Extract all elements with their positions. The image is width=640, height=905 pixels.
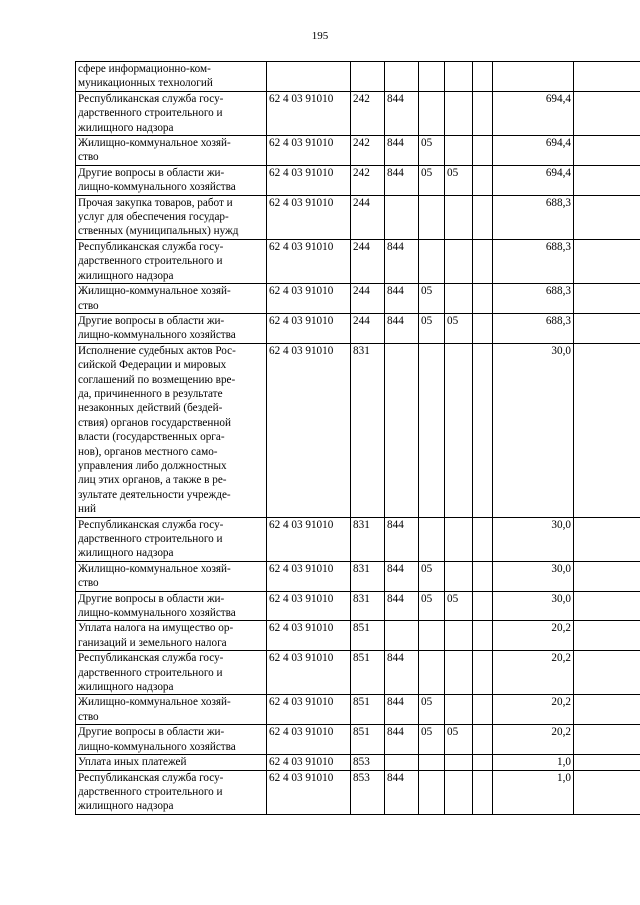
- cell-empty: [473, 313, 493, 343]
- cell-empty: [574, 517, 640, 561]
- name-line: ственных (муниципальных) нужд: [78, 225, 239, 238]
- name-line: дарственного строительного и: [78, 107, 223, 120]
- cell-subsection: [445, 343, 473, 517]
- cell-name: [76, 62, 267, 92]
- cell-expense-type: 831: [351, 517, 385, 561]
- cell-target-code: 62 4 03 91010: [267, 725, 351, 755]
- cell-expense-type: 851: [351, 725, 385, 755]
- cell-amount: 30,0: [493, 591, 574, 621]
- name-line: нов), органов местного само-: [78, 445, 218, 458]
- cell-name: [76, 195, 267, 239]
- name-line: ствия) органов государственной: [78, 416, 231, 429]
- cell-empty: [473, 195, 493, 239]
- name-line: зультате деятельности учрежде-: [78, 488, 231, 501]
- cell-target-code: 62 4 03 91010: [267, 517, 351, 561]
- name-line: Исполнение судебных актов Рос-: [78, 344, 236, 357]
- name-line: лищно-коммунального хозяйства: [78, 740, 236, 753]
- cell-expense-type: 244: [351, 313, 385, 343]
- cell-amount: 694,4: [493, 165, 574, 195]
- cell-department: 844: [385, 284, 419, 314]
- cell-target-code: 62 4 03 91010: [267, 239, 351, 283]
- cell-empty: [473, 136, 493, 166]
- cell-target-code: 62 4 03 91010: [267, 561, 351, 591]
- cell-expense-type: 831: [351, 591, 385, 621]
- table-row: [76, 561, 640, 591]
- cell-department: [385, 62, 419, 92]
- cell-target-code: 62 4 03 91010: [267, 770, 351, 814]
- cell-amount: 694,4: [493, 136, 574, 166]
- cell-expense-type: 244: [351, 284, 385, 314]
- cell-amount: 694,4: [493, 91, 574, 135]
- cell-expense-type: 244: [351, 239, 385, 283]
- cell-amount: 688,3: [493, 239, 574, 283]
- table-row: [76, 651, 640, 695]
- name-line: жилищного надзора: [78, 800, 174, 813]
- cell-empty: [574, 284, 640, 314]
- cell-department: 844: [385, 239, 419, 283]
- name-line: Уплата налога на имущество ор-: [78, 622, 234, 635]
- cell-target-code: 62 4 03 91010: [267, 591, 351, 621]
- cell-expense-type: 853: [351, 755, 385, 770]
- name-line: Другие вопросы в области жи-: [78, 592, 225, 605]
- cell-empty: [574, 561, 640, 591]
- cell-empty: [574, 621, 640, 651]
- cell-section: 05: [419, 136, 445, 166]
- table-row: [76, 517, 640, 561]
- cell-empty: [473, 91, 493, 135]
- cell-department: 844: [385, 770, 419, 814]
- cell-department: [385, 343, 419, 517]
- cell-target-code: 62 4 03 91010: [267, 165, 351, 195]
- cell-subsection: [445, 651, 473, 695]
- cell-name: [76, 517, 267, 561]
- cell-expense-type: 831: [351, 561, 385, 591]
- cell-target-code: [267, 62, 351, 92]
- cell-subsection: [445, 91, 473, 135]
- table-row: [76, 343, 640, 517]
- cell-subsection: 05: [445, 725, 473, 755]
- cell-empty: [574, 770, 640, 814]
- name-line: ство: [78, 299, 99, 312]
- name-line: Жилищно-коммунальное хозяй-: [78, 285, 231, 298]
- cell-section: 05: [419, 561, 445, 591]
- name-line: Жилищно-коммунальное хозяй-: [78, 562, 231, 575]
- cell-empty: [473, 62, 493, 92]
- cell-amount: 1,0: [493, 770, 574, 814]
- cell-section: 05: [419, 695, 445, 725]
- cell-subsection: [445, 62, 473, 92]
- cell-section: [419, 91, 445, 135]
- cell-section: 05: [419, 165, 445, 195]
- table-row: [76, 770, 640, 814]
- cell-subsection: [445, 695, 473, 725]
- name-line: ство: [78, 577, 99, 590]
- cell-target-code: 62 4 03 91010: [267, 651, 351, 695]
- cell-subsection: [445, 561, 473, 591]
- cell-subsection: 05: [445, 165, 473, 195]
- cell-name: [76, 165, 267, 195]
- name-line: лиц этих органов, а также в ре-: [78, 474, 227, 487]
- cell-subsection: 05: [445, 591, 473, 621]
- cell-amount: 30,0: [493, 343, 574, 517]
- name-line: дарственного строительного и: [78, 255, 223, 268]
- name-line: ганизаций и земельного налога: [78, 636, 227, 649]
- cell-name: [76, 136, 267, 166]
- cell-department: [385, 755, 419, 770]
- cell-subsection: [445, 755, 473, 770]
- cell-name: [76, 695, 267, 725]
- cell-amount: 688,3: [493, 195, 574, 239]
- name-line: жилищного надзора: [78, 269, 174, 282]
- cell-expense-type: 831: [351, 343, 385, 517]
- cell-empty: [473, 165, 493, 195]
- table-row: [76, 695, 640, 725]
- cell-amount: 20,2: [493, 621, 574, 651]
- cell-name: [76, 561, 267, 591]
- cell-section: 05: [419, 313, 445, 343]
- name-line: дарственного строительного и: [78, 666, 223, 679]
- cell-empty: [473, 284, 493, 314]
- table-row: [76, 165, 640, 195]
- name-line: жилищного надзора: [78, 681, 174, 694]
- cell-empty: [574, 591, 640, 621]
- cell-empty: [574, 62, 640, 92]
- name-line: ство: [78, 151, 99, 164]
- name-line: лищно-коммунального хозяйства: [78, 329, 236, 342]
- name-line: ство: [78, 710, 99, 723]
- name-line: Республиканская служба госу-: [78, 92, 224, 105]
- cell-subsection: [445, 239, 473, 283]
- cell-section: 05: [419, 284, 445, 314]
- table-row: [76, 591, 640, 621]
- cell-amount: [493, 62, 574, 92]
- name-line: Жилищно-коммунальное хозяй-: [78, 696, 231, 709]
- cell-empty: [473, 561, 493, 591]
- name-line: сийской Федерации и мировых: [78, 359, 227, 372]
- cell-empty: [574, 165, 640, 195]
- cell-section: [419, 195, 445, 239]
- name-line: жилищного надзора: [78, 547, 174, 560]
- cell-expense-type: 242: [351, 165, 385, 195]
- cell-department: 844: [385, 651, 419, 695]
- name-line: Прочая закупка товаров, работ и: [78, 196, 233, 209]
- cell-section: [419, 343, 445, 517]
- cell-amount: 30,0: [493, 517, 574, 561]
- cell-empty: [574, 755, 640, 770]
- cell-target-code: 62 4 03 91010: [267, 343, 351, 517]
- cell-amount: 20,2: [493, 725, 574, 755]
- cell-name: [76, 755, 267, 770]
- name-line: Другие вопросы в области жи-: [78, 314, 225, 327]
- name-line: управления либо должностных: [78, 459, 227, 472]
- cell-section: [419, 62, 445, 92]
- cell-target-code: 62 4 03 91010: [267, 755, 351, 770]
- cell-department: 844: [385, 165, 419, 195]
- name-line: ний: [78, 503, 96, 516]
- cell-name: [76, 91, 267, 135]
- cell-expense-type: [351, 62, 385, 92]
- name-line: лищно-коммунального хозяйства: [78, 181, 236, 194]
- cell-section: [419, 755, 445, 770]
- cell-expense-type: 244: [351, 195, 385, 239]
- cell-subsection: [445, 770, 473, 814]
- table-row: [76, 136, 640, 166]
- cell-name: [76, 621, 267, 651]
- cell-empty: [473, 343, 493, 517]
- cell-empty: [473, 770, 493, 814]
- cell-empty: [473, 755, 493, 770]
- cell-target-code: 62 4 03 91010: [267, 91, 351, 135]
- name-line: Республиканская служба госу-: [78, 240, 224, 253]
- cell-empty: [473, 517, 493, 561]
- name-line: незаконных действий (бездей-: [78, 402, 223, 415]
- cell-section: 05: [419, 591, 445, 621]
- cell-department: [385, 621, 419, 651]
- cell-section: 05: [419, 725, 445, 755]
- budget-table: [75, 61, 640, 815]
- cell-empty: [574, 136, 640, 166]
- name-line: сфере информационно-ком-: [78, 63, 211, 75]
- cell-subsection: 05: [445, 313, 473, 343]
- cell-empty: [473, 621, 493, 651]
- name-line: дарственного строительного и: [78, 533, 223, 545]
- cell-name: [76, 284, 267, 314]
- cell-department: 844: [385, 313, 419, 343]
- table-row: [76, 755, 640, 770]
- cell-department: 844: [385, 561, 419, 591]
- name-line: Республиканская служба госу-: [78, 771, 224, 784]
- cell-expense-type: 853: [351, 770, 385, 814]
- cell-expense-type: 242: [351, 136, 385, 166]
- name-line: да, причиненного в результате: [78, 387, 223, 400]
- cell-empty: [574, 313, 640, 343]
- cell-target-code: 62 4 03 91010: [267, 695, 351, 725]
- cell-empty: [574, 343, 640, 517]
- table-row: [76, 621, 640, 651]
- name-line: дарственного строительного и: [78, 785, 223, 798]
- name-line: Уплата иных платежей: [78, 756, 187, 769]
- cell-subsection: [445, 136, 473, 166]
- name-line: Республиканская служба госу-: [78, 652, 224, 665]
- name-line: лищно-коммунального хозяйства: [78, 607, 236, 620]
- cell-subsection: [445, 621, 473, 651]
- table-body: [76, 62, 640, 815]
- cell-empty: [574, 91, 640, 135]
- cell-target-code: 62 4 03 91010: [267, 284, 351, 314]
- cell-empty: [473, 725, 493, 755]
- table-row: [76, 239, 640, 283]
- name-line: жилищного надзора: [78, 121, 174, 134]
- cell-department: 844: [385, 517, 419, 561]
- cell-empty: [574, 239, 640, 283]
- cell-name: [76, 591, 267, 621]
- cell-empty: [574, 651, 640, 695]
- cell-name: [76, 770, 267, 814]
- cell-amount: 30,0: [493, 561, 574, 591]
- page-number: 195: [311, 30, 329, 42]
- name-line: услуг для обеспечения государ-: [78, 211, 229, 224]
- cell-amount: 688,3: [493, 284, 574, 314]
- cell-amount: 688,3: [493, 313, 574, 343]
- cell-empty: [574, 695, 640, 725]
- cell-section: [419, 770, 445, 814]
- table-row: [76, 725, 640, 755]
- cell-department: 844: [385, 136, 419, 166]
- cell-target-code: 62 4 03 91010: [267, 195, 351, 239]
- cell-expense-type: 851: [351, 695, 385, 725]
- table-row: [76, 91, 640, 135]
- cell-department: 844: [385, 91, 419, 135]
- cell-amount: 20,2: [493, 651, 574, 695]
- name-line: соглашений по возмещению вре-: [78, 373, 236, 386]
- cell-empty: [574, 725, 640, 755]
- name-line: Другие вопросы в области жи-: [78, 726, 225, 739]
- table-row: [76, 195, 640, 239]
- cell-name: [76, 343, 267, 517]
- cell-amount: 1,0: [493, 755, 574, 770]
- cell-department: 844: [385, 725, 419, 755]
- cell-department: [385, 195, 419, 239]
- cell-expense-type: 851: [351, 621, 385, 651]
- cell-subsection: [445, 195, 473, 239]
- name-line: власти (государственных орга-: [78, 431, 225, 444]
- cell-department: 844: [385, 695, 419, 725]
- cell-subsection: [445, 284, 473, 314]
- name-line: Другие вопросы в области жи-: [78, 166, 225, 179]
- cell-expense-type: 242: [351, 91, 385, 135]
- name-line: Республиканская служба госу-: [78, 518, 224, 531]
- cell-department: 844: [385, 591, 419, 621]
- cell-empty: [574, 195, 640, 239]
- cell-name: [76, 651, 267, 695]
- cell-name: [76, 239, 267, 283]
- cell-section: [419, 517, 445, 561]
- cell-section: [419, 239, 445, 283]
- name-line: Жилищно-коммунальное хозяй-: [78, 137, 231, 150]
- cell-empty: [473, 239, 493, 283]
- cell-section: [419, 651, 445, 695]
- cell-empty: [473, 651, 493, 695]
- cell-name: [76, 313, 267, 343]
- cell-expense-type: 851: [351, 651, 385, 695]
- cell-amount: 20,2: [493, 695, 574, 725]
- cell-section: [419, 621, 445, 651]
- name-line: муникационных технологий: [78, 77, 213, 90]
- cell-empty: [473, 695, 493, 725]
- table-row: [76, 62, 640, 92]
- table-row: [76, 313, 640, 343]
- table-row: [76, 284, 640, 314]
- cell-subsection: [445, 517, 473, 561]
- cell-empty: [473, 591, 493, 621]
- cell-target-code: 62 4 03 91010: [267, 313, 351, 343]
- cell-name: [76, 725, 267, 755]
- cell-target-code: 62 4 03 91010: [267, 136, 351, 166]
- cell-target-code: 62 4 03 91010: [267, 621, 351, 651]
